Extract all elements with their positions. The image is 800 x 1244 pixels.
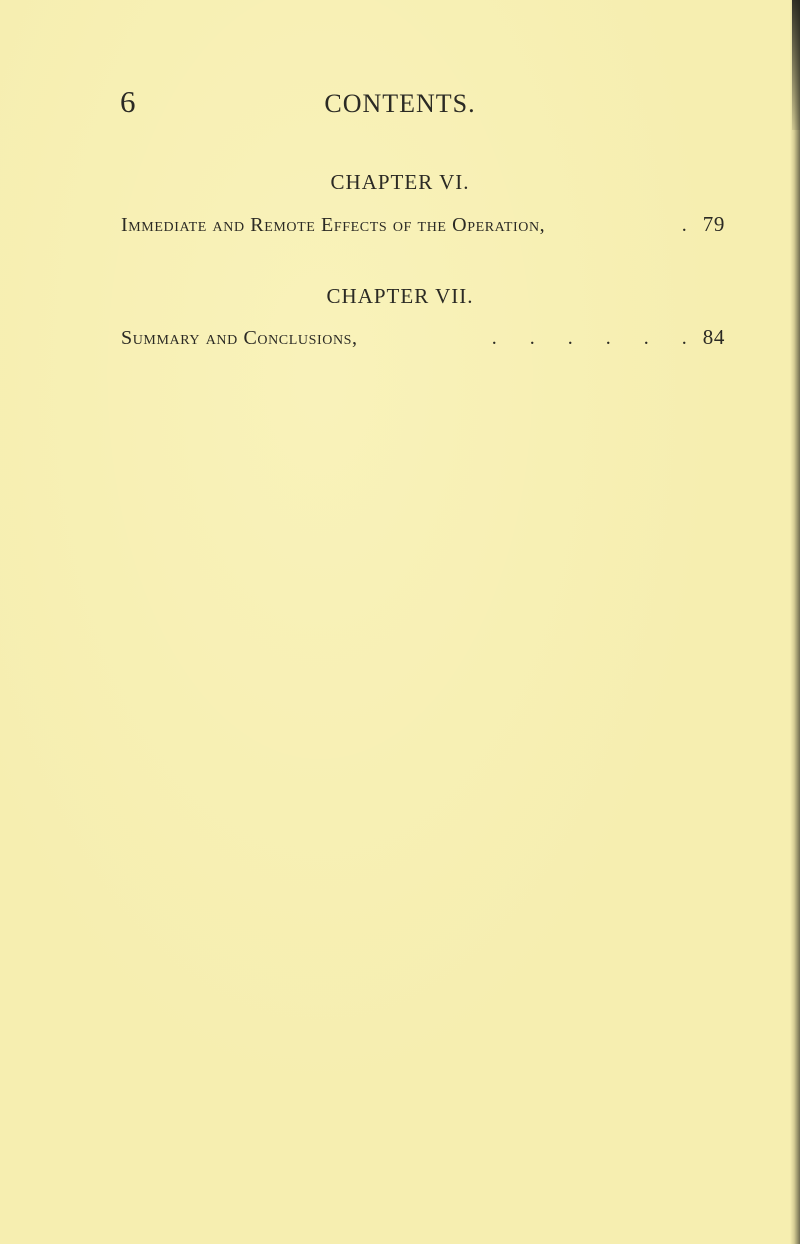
page-number: 6	[120, 84, 136, 119]
chapter-heading-vii: CHAPTER VII.	[326, 284, 474, 308]
toc-entry-chapter-vii[interactable]	[121, 323, 725, 351]
toc-entry-title: Immediate and Remote Effects of the Operation,	[121, 214, 546, 236]
chapter-heading-vi: CHAPTER VI.	[330, 170, 470, 194]
toc-entry-title: Summary and Conclusions,	[121, 327, 358, 349]
toc-entry-page: 79	[702, 212, 725, 236]
toc-entry-leaders: .	[681, 214, 701, 236]
toc-entry-page: 84	[702, 325, 725, 349]
toc-entry-leaders: . . . . . .	[491, 327, 701, 349]
running-head: CONTENTS.	[324, 89, 476, 118]
toc-entry-chapter-vi[interactable]	[121, 210, 725, 238]
